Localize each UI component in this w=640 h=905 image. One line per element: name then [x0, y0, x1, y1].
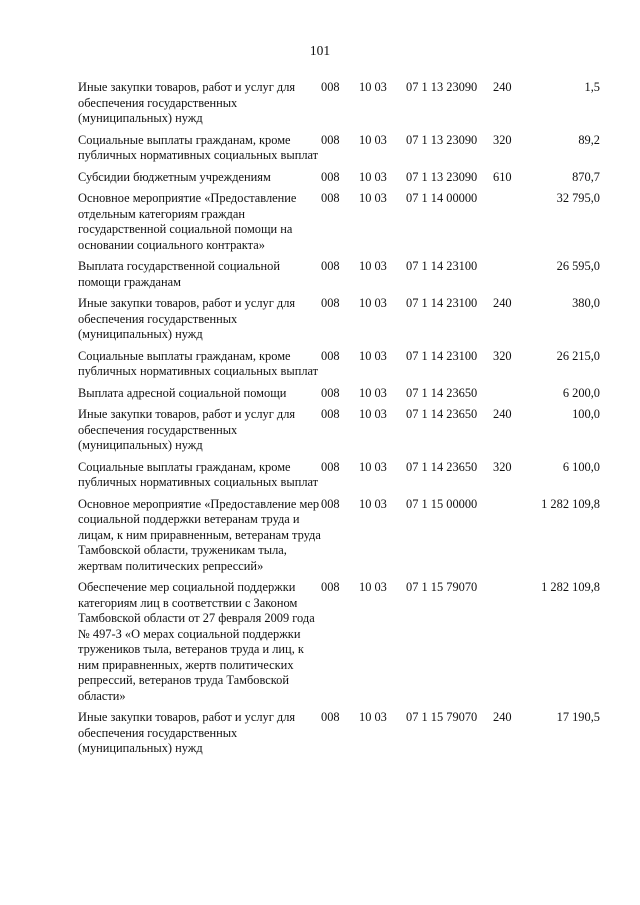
- row-target-article: 07 1 14 23650: [406, 407, 478, 421]
- row-ved-code: 008: [321, 385, 340, 400]
- row-sum: 17 190,5: [556, 710, 600, 724]
- row-ved-code: 008: [321, 259, 340, 273]
- row-ved-code: 008: [321, 710, 340, 724]
- row-sum: 6 100,0: [562, 459, 600, 474]
- row-sum: 1 282 109,8: [541, 496, 600, 511]
- row-target-article: 07 1 14 23100: [406, 296, 478, 310]
- row-name: Основное мероприятие «Предоставление отдельным категориям граждан государственной социальной помощи на основании социального контракта»: [78, 191, 297, 252]
- table-row: [78, 259, 600, 296]
- row-sum: 870,7: [572, 169, 600, 184]
- row-expense-type: [493, 259, 529, 296]
- row-target-article: 07 1 15 79070: [406, 580, 478, 594]
- row-expense-type: 240: [493, 710, 512, 724]
- row-target-article: 07 1 14 23100: [406, 348, 478, 363]
- table-row: [78, 191, 600, 259]
- row-expense-type: 240: [493, 80, 512, 94]
- row-ved-code: 008: [321, 496, 340, 511]
- row-section-code: 10 03: [359, 580, 387, 594]
- row-section-code: 10 03: [359, 296, 387, 310]
- row-sum: 89,2: [578, 132, 600, 147]
- row-section-code: 10 03: [359, 169, 387, 184]
- row-ved-code: 008: [321, 169, 340, 184]
- row-section-code: 10 03: [359, 710, 387, 724]
- row-name: Социальные выплаты гражданам, кроме публичных нормативных социальных выплат: [78, 348, 319, 378]
- row-name: Выплата государственной социальной помощи гражданам: [78, 259, 281, 289]
- row-ved-code: 008: [321, 348, 340, 363]
- row-expense-type: 610: [493, 169, 512, 184]
- page-number: 101: [309, 43, 331, 58]
- row-target-article: 07 1 15 00000: [406, 496, 478, 511]
- row-expense-type: [493, 497, 529, 581]
- table-row: [78, 133, 600, 170]
- row-sum: 26 215,0: [556, 348, 600, 363]
- row-ved-code: 008: [321, 459, 340, 474]
- row-ved-code: 008: [321, 80, 340, 94]
- row-name: Субсидии бюджетным учреждениям: [78, 169, 271, 184]
- row-expense-type: [493, 386, 529, 408]
- row-name: Обеспечение мер социальной поддержки категориям лиц в соответствии с Законом Тамбовской области от 27 февраля 2009 года № 497-З «О мерах социальной поддержки тружеников тыла, ветеранов труда и лиц, к ним приравненных, жертв политических репрессий, ветеранов труда Тамбовской области»: [78, 580, 315, 703]
- row-sum: 6 200,0: [562, 385, 600, 400]
- row-expense-type: 240: [493, 296, 512, 310]
- table-row: [78, 296, 600, 349]
- table-row: [78, 460, 600, 497]
- row-section-code: 10 03: [359, 80, 387, 94]
- row-name: Иные закупки товаров, работ и услуг для обеспечения государственных (муниципальных) нужд: [78, 296, 296, 341]
- row-target-article: 07 1 14 23650: [406, 459, 478, 474]
- row-name: Основное мероприятие «Предоставление мер социальной поддержки ветеранам труда и лицам, к ним приравненным, ветеранам труда Тамбовской области, труженикам тыла, жертвам политических репрессий»: [78, 496, 321, 573]
- table-row: [78, 710, 600, 763]
- row-name: Социальные выплаты гражданам, кроме публичных нормативных социальных выплат: [78, 459, 319, 489]
- row-expense-type: 320: [493, 348, 512, 363]
- row-section-code: 10 03: [359, 191, 387, 205]
- row-section-code: 10 03: [359, 385, 387, 400]
- row-expense-type: 320: [493, 459, 512, 474]
- row-name: Иные закупки товаров, работ и услуг для обеспечения государственных (муниципальных) нужд: [78, 80, 296, 125]
- row-sum: 26 595,0: [556, 259, 600, 273]
- row-sum: 1 282 109,8: [541, 580, 600, 594]
- table-row: [78, 407, 600, 460]
- row-target-article: 07 1 14 23650: [406, 385, 478, 400]
- row-sum: 32 795,0: [556, 191, 600, 205]
- row-ved-code: 008: [321, 191, 340, 205]
- row-target-article: 07 1 13 23090: [406, 169, 478, 184]
- row-sum: 1,5: [584, 80, 600, 94]
- table-row: [78, 170, 600, 192]
- row-section-code: 10 03: [359, 348, 387, 363]
- budget-table: [78, 80, 600, 763]
- row-expense-type: 240: [493, 407, 512, 421]
- row-target-article: 07 1 13 23090: [406, 132, 478, 147]
- row-target-article: 07 1 14 00000: [406, 191, 478, 205]
- row-name: Иные закупки товаров, работ и услуг для обеспечения государственных (муниципальных) нужд: [78, 407, 296, 452]
- table-row: [78, 497, 600, 581]
- row-section-code: 10 03: [359, 407, 387, 421]
- budget-table-body: [78, 80, 600, 763]
- row-section-code: 10 03: [359, 259, 387, 273]
- row-section-code: 10 03: [359, 132, 387, 147]
- row-ved-code: 008: [321, 296, 340, 310]
- row-ved-code: 008: [321, 580, 340, 594]
- row-sum: 100,0: [572, 407, 600, 421]
- row-target-article: 07 1 13 23090: [406, 80, 478, 94]
- row-expense-type: [493, 580, 529, 710]
- row-name: Выплата адресной социальной помощи: [78, 385, 287, 400]
- table-row: [78, 580, 600, 710]
- row-target-article: 07 1 15 79070: [406, 710, 478, 724]
- table-row: [78, 80, 600, 133]
- row-sum: 380,0: [572, 296, 600, 310]
- row-target-article: 07 1 14 23100: [406, 259, 478, 273]
- row-name: Социальные выплаты гражданам, кроме публичных нормативных социальных выплат: [78, 132, 319, 162]
- row-ved-code: 008: [321, 407, 340, 421]
- row-expense-type: [493, 191, 529, 259]
- row-section-code: 10 03: [359, 459, 387, 474]
- row-name: Иные закупки товаров, работ и услуг для обеспечения государственных (муниципальных) нужд: [78, 710, 296, 755]
- row-expense-type: 320: [493, 132, 512, 147]
- table-row: [78, 386, 600, 408]
- row-ved-code: 008: [321, 132, 340, 147]
- table-row: [78, 349, 600, 386]
- row-section-code: 10 03: [359, 496, 387, 511]
